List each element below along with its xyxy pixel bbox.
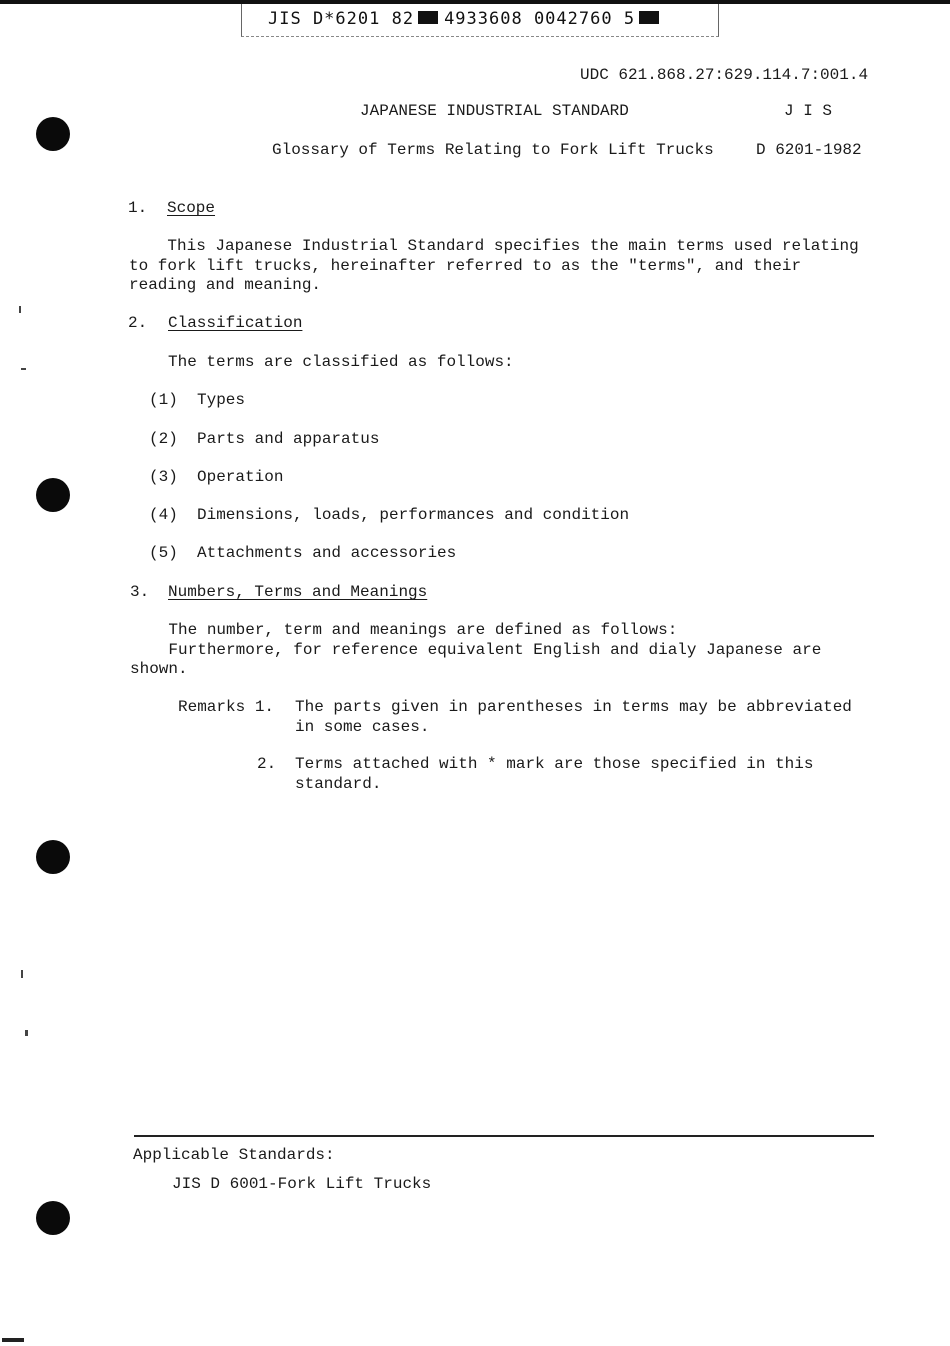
document-stamp (268, 9, 665, 29)
section-2-heading: Classification (168, 314, 303, 332)
numbers-paragraph: The number, term and meanings are defined as follows: Furthermore, for reference equivalent English and dialy Japanese are shown. (130, 621, 822, 678)
section-1-number: 1. (128, 199, 148, 217)
list-item-number: (3) (149, 468, 178, 486)
jis-mark: J I S (784, 102, 833, 120)
section-2-number: 2. (128, 314, 148, 332)
list-item-number: (5) (149, 544, 178, 562)
section-3-number: 3. (130, 583, 150, 601)
punch-hole (36, 840, 70, 874)
scan-speck (21, 970, 23, 978)
scan-speck (21, 368, 26, 370)
remark-2-number: 2. (257, 755, 277, 773)
footer-item: JIS D 6001-Fork Lift Trucks (172, 1175, 432, 1193)
footer-label: Applicable Standards: (133, 1146, 335, 1164)
scope-paragraph: This Japanese Industrial Standard specifies the main terms used relating to fork lift trucks, hereinafter referred to as the "terms", and their reading and meaning. (129, 237, 859, 294)
remark-2: Terms attached with * mark are those specified in this standard. (295, 755, 814, 793)
stamp-left: JIS D*6201 82 (268, 9, 415, 29)
list-item-label: Attachments and accessories (197, 544, 457, 562)
list-item-number: (4) (149, 506, 178, 524)
list-item-label: Parts and apparatus (197, 430, 380, 448)
scan-speck (19, 306, 21, 313)
standard-number: D 6201-1982 (756, 141, 862, 159)
remarks-label: Remarks 1. (178, 698, 275, 716)
section-1-heading: Scope (167, 199, 216, 217)
punch-hole (36, 478, 70, 512)
list-item-label: Types (197, 391, 246, 409)
list-item-label: Operation (197, 468, 284, 486)
stamp-block-1 (418, 11, 438, 24)
stamp-block-2 (639, 11, 659, 24)
remark-1: The parts given in parentheses in terms may be abbreviated in some cases. (295, 698, 852, 736)
scan-speck (25, 1030, 28, 1036)
section-3-heading: Numbers, Terms and Meanings (168, 583, 428, 601)
footer-rule (134, 1135, 874, 1137)
list-item-label: Dimensions, loads, performances and condition (197, 506, 630, 524)
punch-hole (36, 117, 70, 151)
udc-code: UDC 621.868.27:629.114.7:001.4 (580, 66, 869, 84)
standard-label: JAPANESE INDUSTRIAL STANDARD (360, 102, 629, 120)
classification-intro: The terms are classified as follows: (168, 353, 514, 371)
page-title: Glossary of Terms Relating to Fork Lift Trucks (272, 141, 714, 159)
punch-hole (36, 1201, 70, 1235)
list-item-number: (2) (149, 430, 178, 448)
scan-speck (2, 1338, 24, 1342)
stamp-right: 4933608 0042760 5 (444, 9, 636, 29)
list-item-number: (1) (149, 391, 178, 409)
